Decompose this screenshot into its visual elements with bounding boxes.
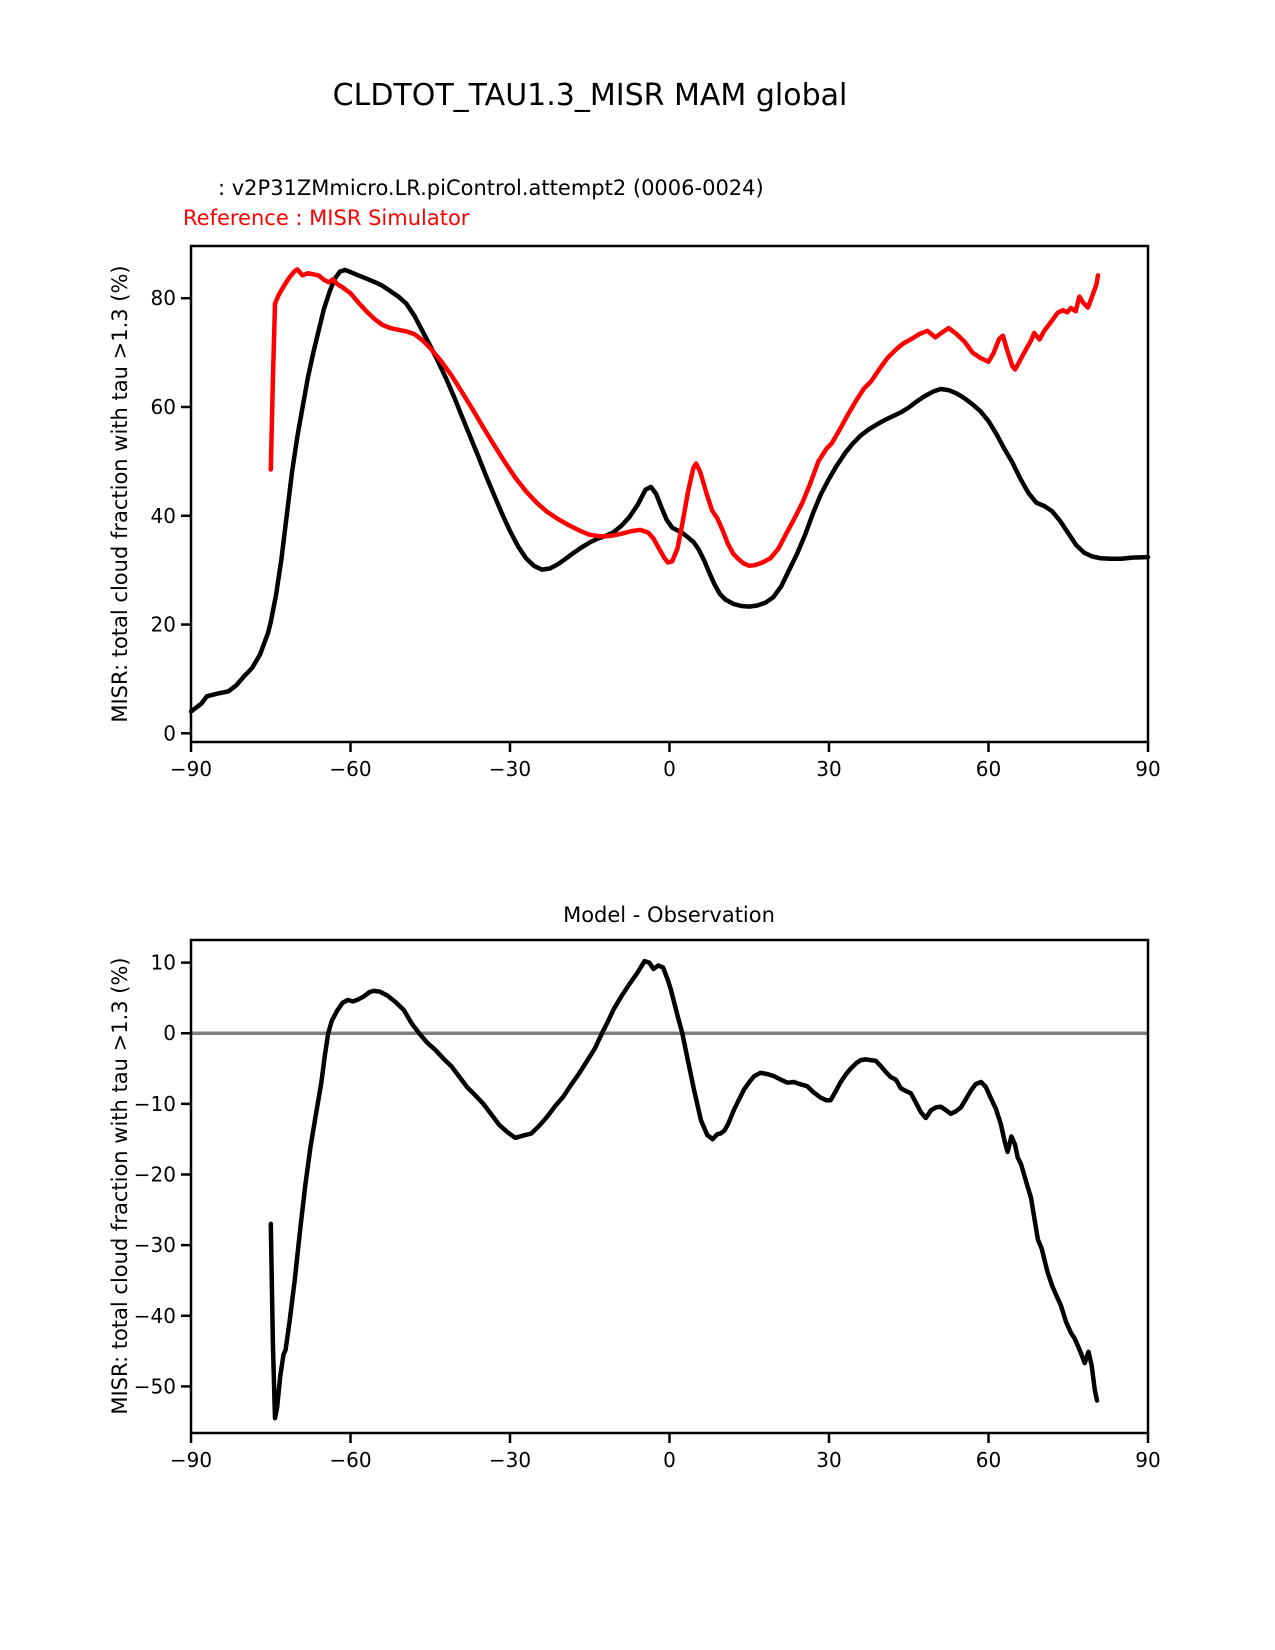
- x-tick-label: 0: [663, 757, 676, 781]
- y-tick-label: −20: [133, 1162, 176, 1187]
- y-tick-label: 40: [150, 503, 176, 528]
- y-tick-label: −50: [133, 1374, 176, 1399]
- x-tick-label: 60: [975, 757, 1002, 781]
- y-tick-label: 10: [150, 950, 176, 975]
- model-run-label: : v2P31ZMmicro.LR.piControl.attempt2 (0006-0024): [218, 176, 764, 200]
- y-tick-label: 60: [150, 394, 176, 419]
- x-tick-label: −60: [329, 1448, 372, 1472]
- y-tick-label: 0: [163, 1021, 176, 1046]
- bottom-chart: [134, 940, 1161, 1472]
- y-tick-label: −30: [133, 1233, 176, 1258]
- x-tick-label: −90: [169, 757, 213, 781]
- reference-line: [271, 269, 1098, 565]
- difference-line: [271, 961, 1097, 1418]
- reference-label: Reference : MISR Simulator: [183, 206, 470, 230]
- top-chart: [151, 246, 1161, 781]
- x-tick-label: 60: [975, 1448, 1002, 1472]
- axes-frame: [191, 246, 1148, 742]
- y-tick-label: 20: [150, 612, 176, 637]
- x-tick-label: 30: [816, 1448, 842, 1472]
- x-tick-label: −30: [488, 1448, 532, 1472]
- x-tick-label: −30: [488, 757, 532, 781]
- top-chart-ylabel: MISR: total cloud fraction with tau >1.3 (%): [108, 265, 132, 723]
- bottom-chart-title: Model - Observation: [563, 903, 775, 927]
- y-tick-label: −40: [133, 1303, 176, 1328]
- x-tick-label: −60: [329, 757, 372, 781]
- y-tick-label: 0: [163, 721, 176, 746]
- x-tick-label: 30: [816, 757, 842, 781]
- y-tick-label: 80: [150, 286, 176, 311]
- y-tick-label: −10: [133, 1091, 176, 1116]
- x-tick-label: 90: [1135, 757, 1161, 781]
- bottom-chart-ylabel: MISR: total cloud fraction with tau >1.3 (%): [108, 957, 132, 1415]
- x-tick-label: 0: [663, 1448, 676, 1472]
- x-tick-label: −90: [169, 1448, 213, 1472]
- figure-title: CLDTOT_TAU1.3_MISR MAM global: [332, 78, 848, 113]
- x-tick-label: 90: [1135, 1448, 1161, 1472]
